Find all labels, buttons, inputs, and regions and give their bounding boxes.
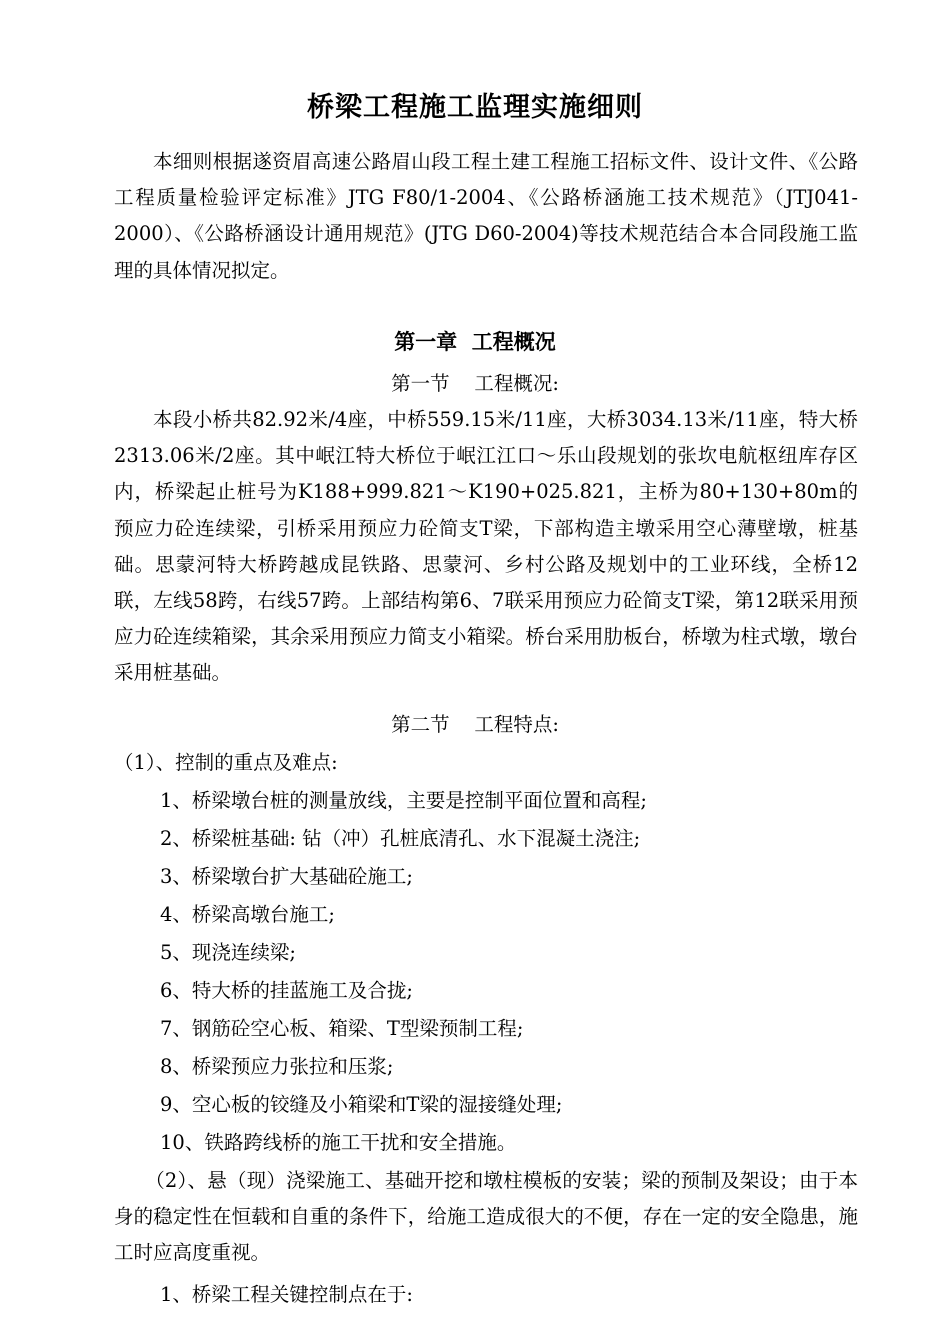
section-heading-features: 第二节 工程特点: <box>391 713 559 736</box>
section-heading-overview: 第一节 工程概况: <box>391 372 559 395</box>
list-item: 5、现浇连续梁; <box>160 941 296 964</box>
list-item: 4、桥梁高墩台施工; <box>160 903 335 926</box>
point2-paragraph: （2）、悬（现）浇梁施工、基础开挖和墩柱模板的安装；梁的预制及架设；由于本身的稳定性在恒载和自重的条件下，给施工造成很大的不便，存在一定的安全隐患，施工时应高度重视。 <box>114 1169 858 1265</box>
list-item: 8、桥梁预应力张拉和压浆; <box>160 1055 394 1078</box>
list-item: 10、铁路跨线桥的施工干扰和安全措施。 <box>160 1131 517 1154</box>
list-item: 2、桥梁桩基础: 钻（冲）孔桩底清孔、水下混凝土浇注; <box>160 827 641 850</box>
list-item: 7、钢筋砼空心板、箱梁、T型梁预制工程; <box>160 1017 524 1040</box>
key-points-heading: 1、桥梁工程关键控制点在于: <box>160 1283 413 1306</box>
overview-paragraph: 本段小桥共82.92米/4座，中桥559.15米/11座，大桥3034.13米/11座，特大桥2313.06米/2座。其中岷江特大桥位于岷江江口～乐山段规划的张坎电航枢纽库存区内，桥梁起止桩号为K188+999.821～K190+025.821，主桥为80+130+80m的预应力砼连续梁，引桥采用预应力砼简支T梁，下部构造主墩采用空心薄壁墩，桩基础。思蒙河特大桥跨越成昆铁路、思蒙河、乡村公路及规划中的工业环线，全桥12联，左线58跨，右线57跨。上部结构第6、7联采用预应力砼简支T梁，第12联采用预应力砼连续箱梁，其余采用预应力简支小箱梁。桥台采用肋板台，桥墩为柱式墩，墩台采用桩基础。 <box>114 408 858 685</box>
chapter-heading: 第一章 工程概况 <box>394 329 556 354</box>
list-item: 6、特大桥的挂蓝施工及合拢; <box>160 979 413 1002</box>
document-title: 桥梁工程施工监理实施细则 <box>307 92 643 123</box>
list-item: 9、空心板的铰缝及小箱梁和T梁的湿接缝处理; <box>160 1093 563 1116</box>
list-item: 1、桥梁墩台桩的测量放线，主要是控制平面位置和高程; <box>160 789 647 812</box>
intro-paragraph: 本细则根据遂资眉高速公路眉山段工程土建工程施工招标文件、设计文件、《公路工程质量检验评定标准》JTG F80/1-2004、《公路桥涵施工技术规范》（JTJ041-2000）、《公路桥涵设计通用规范》(JTG D60-2004)等技术规范结合本合同段施工监理的具体情况拟定。 <box>114 150 858 282</box>
point1-heading: （1）、控制的重点及难点: <box>114 751 338 774</box>
list-item: 3、桥梁墩台扩大基础砼施工; <box>160 865 413 888</box>
